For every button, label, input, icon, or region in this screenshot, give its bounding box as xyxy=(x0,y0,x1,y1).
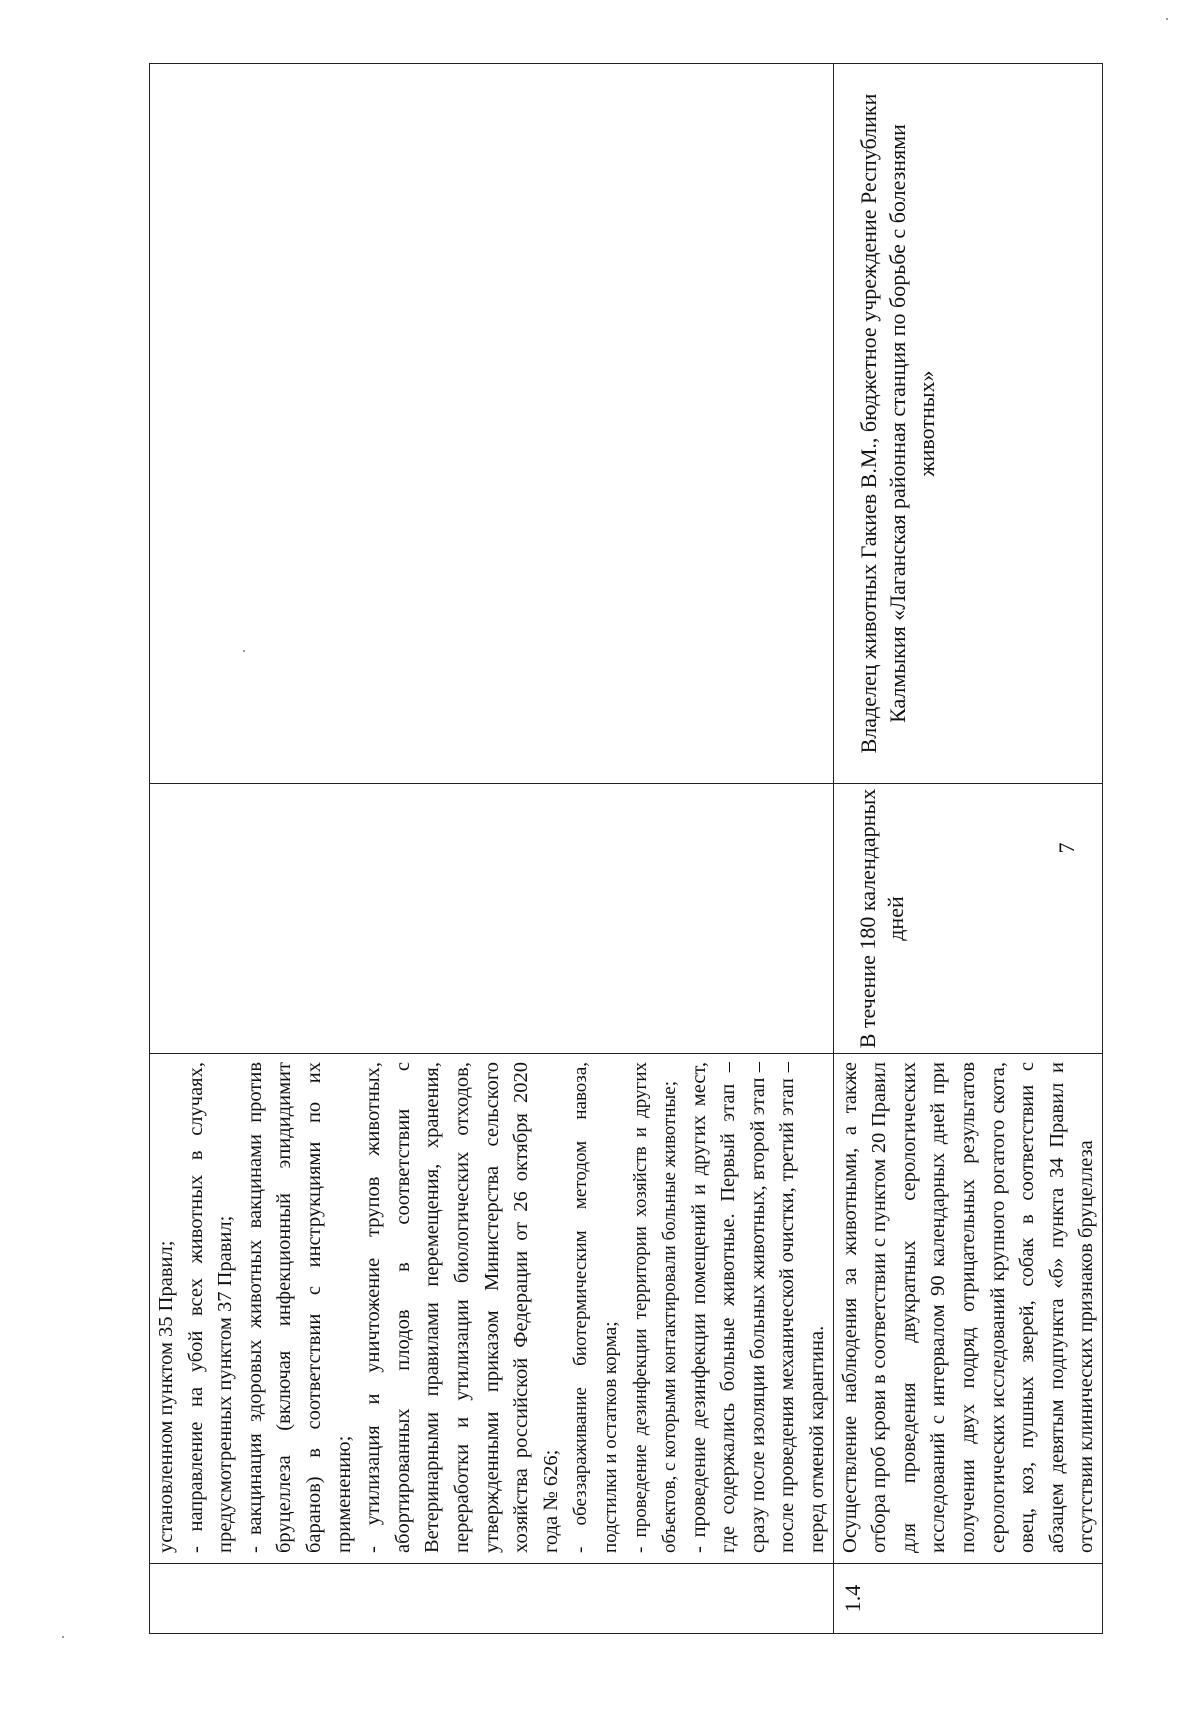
list-item: - проведение дезинфекции территории хозяйств и других объектов, с которыми контактировали больные животные; xyxy=(629,1062,681,1553)
activity-text: Осуществление наблюдения за животными, а также отбора проб крови в соответствии с пунктом 20 Правил для проведения двукратных серологических исследований с интервалом 90 календарных дней при получении двух подряд отрицательных результатов серологических исследований крупного рогатого скота, овец, коз, пушных зверей, собак в соответствии с абзацем девятым подпункта «б» пункта 34 Правил и отсутствии клинических признаков бруцеллеза xyxy=(838,1062,1098,1553)
responsible-cell xyxy=(150,64,834,784)
table-row-continued xyxy=(150,64,834,1634)
term-cell xyxy=(150,784,834,1054)
page-number: 7 xyxy=(1054,842,1079,854)
row-number-cell xyxy=(150,1564,834,1634)
list-item: - проведение дезинфекции помещений и других мест, где содержались больные животные. Первый этап – сразу после изоляции больных животных, второй этап – после проведения механической очистки, третий этап – перед отменой карантина. xyxy=(687,1062,829,1553)
list-item: - обеззараживание биотермическим методом навоза, подстилки и остатков корма; xyxy=(570,1062,621,1553)
list-item: установленном пунктом 35 Правил; xyxy=(155,1240,177,1553)
measures-list-cell xyxy=(150,1054,834,1564)
scan-speck xyxy=(243,650,245,652)
list-item: - направление на убой всех животных в случаях, предусмотренных пунктом 37 Правил; xyxy=(184,1062,237,1553)
list-item: - вакцинация здоровых животных вакцинами против бруцеллеза (включая инфекционный эпидидимит баранов) в соответствии с инструкциями по их применению; xyxy=(243,1062,355,1553)
scan-speck xyxy=(62,1636,64,1638)
activity-cell xyxy=(833,1054,1102,1564)
scan-speck xyxy=(1166,18,1168,20)
responsible-cell: Владелец животных Гакиев В.М., бюджетное учреждение Республики Калмыкия «Лаганская районная станция по борьбе с болезнями животных» xyxy=(833,64,1102,784)
list-item: - утилизация и уничтожение трупов животных, абортированных плодов в соответствии с Ветеринарными правилами перемещения, хранения, переработки и утилизации биологических отходов, утвержденными приказом Министерства сельского хозяйства российской Федерации от 26 октября 2020 года № 626; xyxy=(362,1062,562,1553)
rotated-page xyxy=(149,64,1098,1634)
measures-table xyxy=(149,63,1103,1634)
term-cell: В течение 180 календарных дней xyxy=(833,784,1102,1054)
row-number-cell: 1.4 xyxy=(833,1564,1102,1634)
